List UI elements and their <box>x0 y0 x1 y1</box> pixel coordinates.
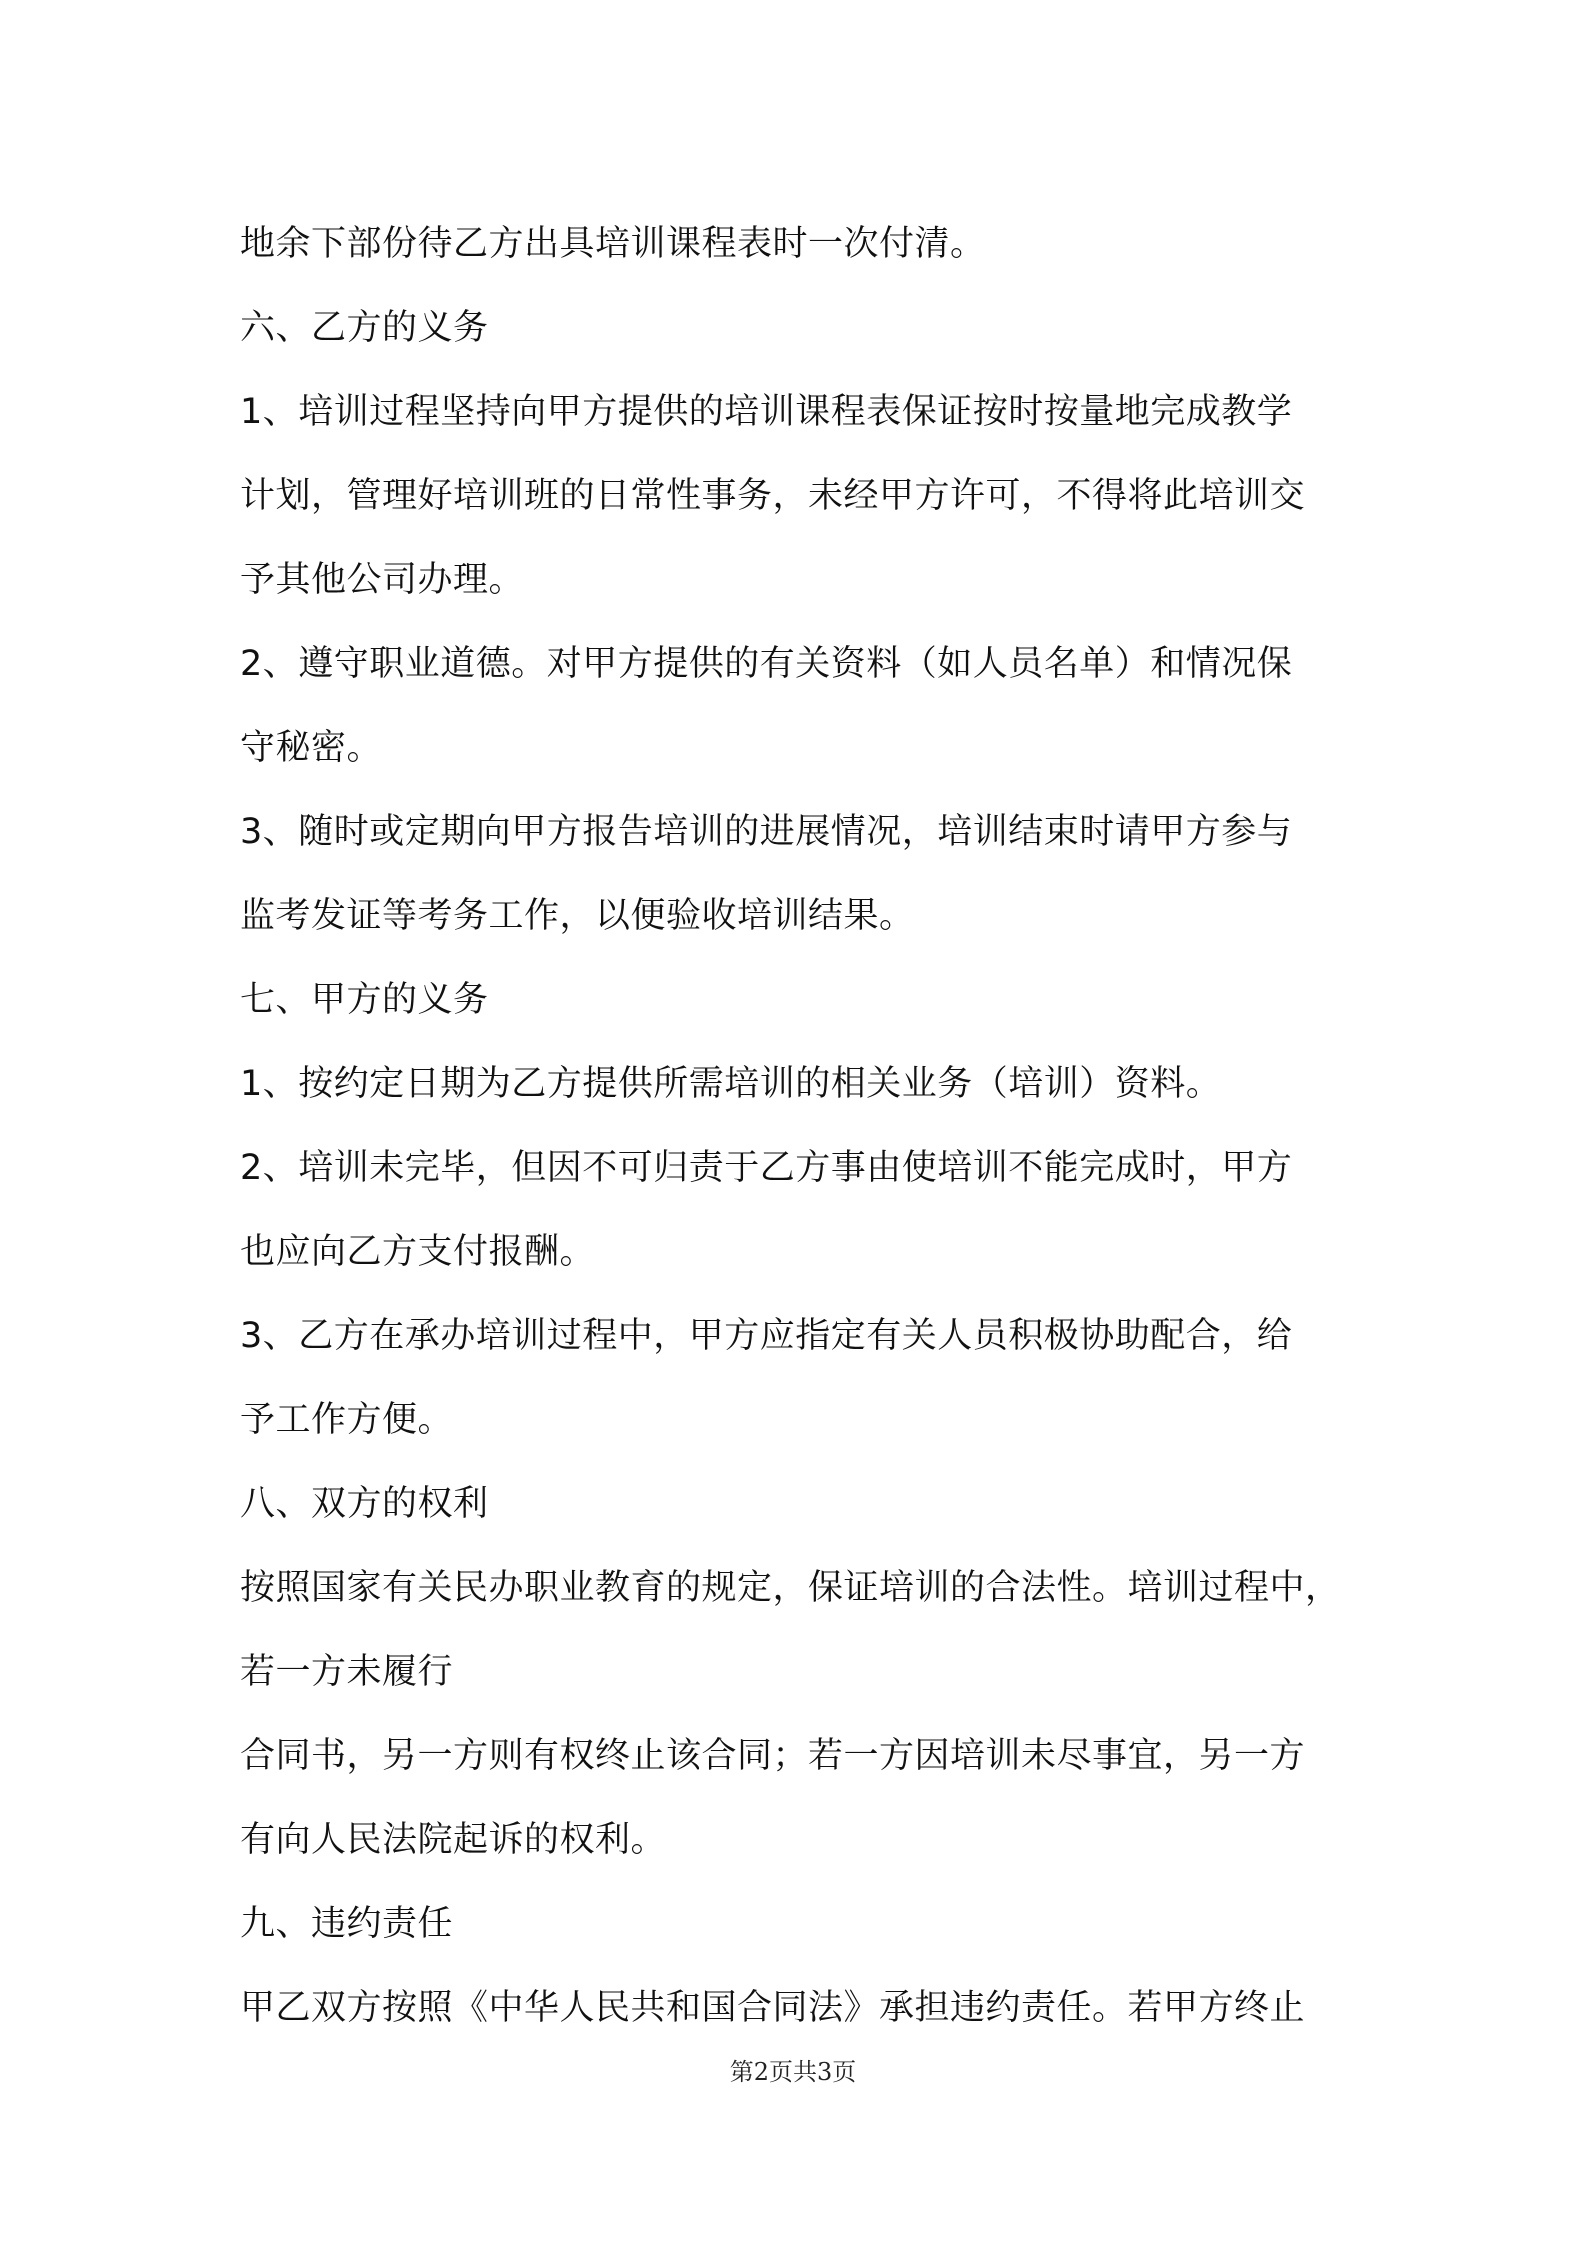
text-line: 予工作方便。 <box>240 1400 454 1440</box>
section-heading-8: 八、双方的权利 <box>240 1484 489 1524</box>
section-heading-9: 九、违约责任 <box>240 1904 454 1944</box>
text-line: 1、培训过程坚持向甲方提供的培训课程表保证按时按量地完成教学 <box>240 392 1293 432</box>
text-line: 地余下部份待乙方出具培训课程表时一次付清。 <box>240 224 986 264</box>
text-line: 也应向乙方支付报酬。 <box>240 1232 596 1272</box>
section-heading-7: 七、甲方的义务 <box>240 980 489 1020</box>
text-line: 守秘密。 <box>240 728 383 768</box>
text-line: 按照国家有关民办职业教育的规定，保证培训的合法性。培训过程中， <box>240 1568 1341 1608</box>
text-line: 1、按约定日期为乙方提供所需培训的相关业务（培训）资料。 <box>240 1064 1222 1104</box>
section-heading-6: 六、乙方的义务 <box>240 308 489 348</box>
text-line: 合同书，另一方则有权终止该合同；若一方因培训未尽事宜，另一方 <box>240 1736 1306 1776</box>
text-line: 予其他公司办理。 <box>240 560 525 600</box>
text-line: 2、遵守职业道德。对甲方提供的有关资料（如人员名单）和情况保 <box>240 644 1293 684</box>
text-line: 3、乙方在承办培训过程中，甲方应指定有关人员积极协助配合，给 <box>240 1316 1293 1356</box>
text-line: 甲乙双方按照《中华人民共和国合同法》承担违约责任。若甲方终止 <box>240 1988 1306 2028</box>
text-line: 2、培训未完毕，但因不可归责于乙方事由使培训不能完成时，甲方 <box>240 1148 1293 1188</box>
text-line: 3、随时或定期向甲方报告培训的进展情况，培训结束时请甲方参与 <box>240 812 1293 852</box>
text-line: 计划，管理好培训班的日常性事务，未经甲方许可，不得将此培训交 <box>240 476 1306 516</box>
text-line: 监考发证等考务工作，以便验收培训结果。 <box>240 896 915 936</box>
text-line: 若一方未履行 <box>240 1652 454 1692</box>
text-line: 有向人民法院起诉的权利。 <box>240 1820 667 1860</box>
page-number-footer: 第2页共3页 <box>729 2058 857 2086</box>
document-body <box>240 202 1355 2050</box>
